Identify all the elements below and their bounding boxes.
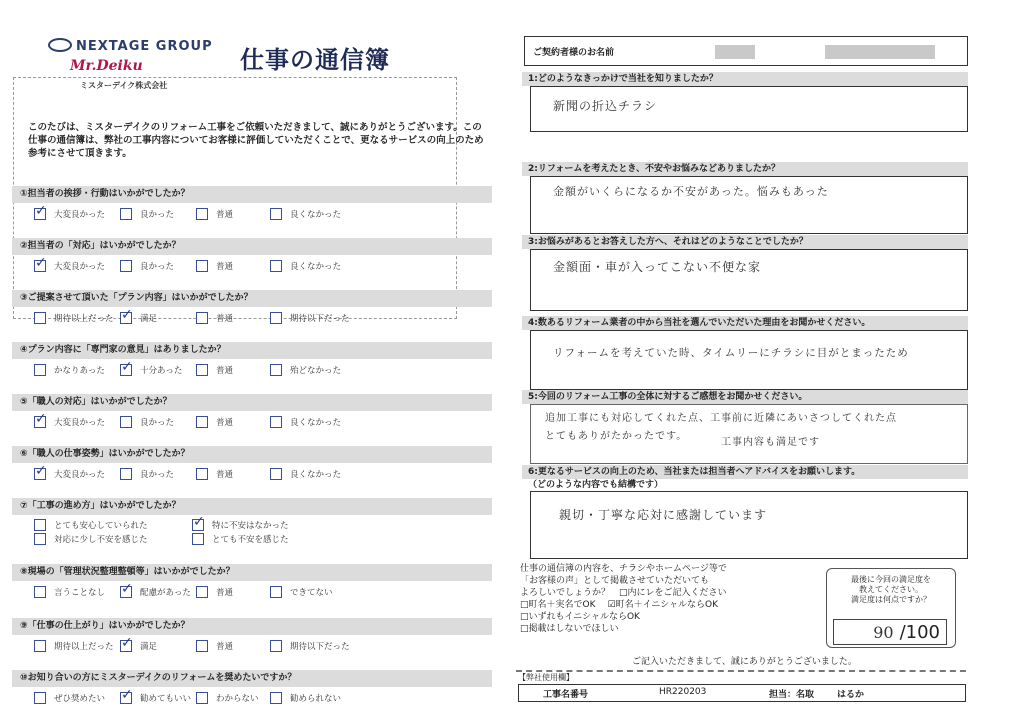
question-4 xyxy=(12,342,492,383)
company-name: ミスターデイク株式会社 xyxy=(80,81,168,90)
checkbox-icon[interactable] xyxy=(34,468,46,480)
redacted-name xyxy=(825,45,935,59)
checkbox-icon[interactable] xyxy=(196,468,208,480)
question-title: ②担当者の「対応」はいかがでしたか？ xyxy=(12,238,492,255)
answer-5-line-1: 追加工事にも対応してくれた点、工事前に近隣にあいさつしてくれた点 xyxy=(545,413,897,424)
staff-value: はるか xyxy=(837,690,865,700)
survey-left-page xyxy=(0,0,500,720)
option-label: 大変良かった xyxy=(54,210,106,220)
option-label: 良かった xyxy=(140,210,175,220)
option[interactable] xyxy=(270,640,350,652)
option-label: 期待以上だった xyxy=(54,314,114,324)
checkbox-icon[interactable] xyxy=(34,364,46,376)
checkbox-icon[interactable] xyxy=(270,364,282,376)
question-6-title: 6:更なるサービスの向上のため、当社または担当者へアドバイスをお願いします。 xyxy=(522,465,968,479)
option-label: 対応に少し不安を感じた xyxy=(54,535,148,545)
option-label: 満足 xyxy=(140,642,158,652)
question-3-title: 3:お悩みがあるとお答えした方へ、それはどのようなことでしたか？ xyxy=(522,235,968,249)
option[interactable] xyxy=(120,260,174,272)
option-label: とても不安を感じた xyxy=(212,535,289,545)
question-7 xyxy=(12,498,492,553)
rating-score-box xyxy=(833,619,947,645)
question-2-title: 2:リフォームを考えたとき、不安やお悩みなどありましたか？ xyxy=(522,162,968,176)
option-label: 普通 xyxy=(216,642,234,652)
checkbox-icon[interactable] xyxy=(196,416,208,428)
question-3 xyxy=(12,290,492,331)
option-label: 良かった xyxy=(140,262,175,272)
checkbox-icon[interactable] xyxy=(192,533,204,545)
rating-score: 90 xyxy=(873,622,894,642)
checkbox-icon[interactable] xyxy=(120,208,132,220)
option-label: 特に不安はなかった xyxy=(212,521,289,531)
option[interactable] xyxy=(34,416,105,428)
option[interactable] xyxy=(196,260,233,272)
checkbox-icon[interactable] xyxy=(34,519,46,531)
question-title: ⑥「職人の仕事姿勢」はいかがでしたか？ xyxy=(12,446,492,463)
checkbox-icon[interactable] xyxy=(270,260,282,272)
option-label: 良くなかった xyxy=(290,262,342,272)
option-label: 普通 xyxy=(216,418,234,428)
thanks-text: ご記入いただきまして、誠にありがとうございました。 xyxy=(632,657,857,667)
option-label: 言うことなし xyxy=(54,588,106,598)
option-label: 大変良かった xyxy=(54,418,106,428)
option-label: 満足 xyxy=(140,314,158,324)
survey-right-page xyxy=(512,0,1024,720)
option[interactable] xyxy=(192,533,289,545)
consent-section xyxy=(520,563,820,635)
option-group xyxy=(12,687,492,711)
answer-box-2 xyxy=(530,176,968,234)
consent-option-2: ☑町名＋イニシャルならOK xyxy=(607,600,719,610)
checkbox-icon[interactable] xyxy=(270,692,282,704)
question-1 xyxy=(12,186,492,227)
option-group xyxy=(12,411,492,435)
footer-label: 【弊社使用欄】 xyxy=(518,673,574,682)
option-label: 良くなかった xyxy=(290,470,342,480)
option-label: 勧められない xyxy=(290,694,342,704)
option[interactable] xyxy=(34,640,114,652)
nextage-logo-icon xyxy=(48,38,72,52)
question-title: ④プラン内容に「専門家の意見」はありましたか？ xyxy=(12,342,492,359)
answer-3: 金額面・車が入ってこない不便な家 xyxy=(553,260,762,274)
redacted-name xyxy=(715,45,755,59)
checkbox-icon[interactable] xyxy=(120,260,132,272)
staff-label: 担当：名取 xyxy=(769,690,815,700)
checkbox-icon[interactable] xyxy=(34,640,46,652)
checkbox-icon[interactable] xyxy=(270,208,282,220)
option[interactable] xyxy=(120,312,157,324)
option-label: 良くなかった xyxy=(290,418,342,428)
option-label: 普通 xyxy=(216,262,234,272)
question-title: ⑦「工事の進め方」はいかがでしたか？ xyxy=(12,498,492,515)
question-2 xyxy=(522,162,968,234)
answer-5-line-2: とてもありがたかったです。 xyxy=(545,431,688,442)
option[interactable] xyxy=(196,416,233,428)
option-group xyxy=(12,203,492,227)
question-5-title: 5:今回のリフォーム工事の全体に対するご感想をお聞かせください。 xyxy=(522,390,968,404)
checkbox-icon[interactable] xyxy=(270,416,282,428)
option-label: ぜひ奨めたい xyxy=(54,694,106,704)
option-group xyxy=(12,307,492,331)
option[interactable] xyxy=(270,312,350,324)
brand-logo: Mr.Deiku xyxy=(70,58,143,74)
consent-line-3: よろしいでしょうか？ □内にレをご記入ください xyxy=(520,588,727,598)
answer-6: 親切・丁寧な応対に感謝しています xyxy=(559,508,768,522)
option[interactable] xyxy=(270,468,341,480)
checkbox-icon[interactable] xyxy=(196,312,208,324)
option[interactable] xyxy=(34,533,148,545)
consent-line-1: 仕事の通信簿の内容を、チラシやホームページ等で xyxy=(520,564,727,574)
intro-text: このたびは、ミスターデイクのリフォーム工事をご依頼いただきまして、誠にありがとうございます。この仕事の通信簿は、弊社の工事内容についてお客様に評価していただくことで、更なるサービスの向上のため参考にさせて頂きます。 xyxy=(28,122,484,159)
consent-option-4: □掲載はしないでほしい xyxy=(520,624,619,634)
checkbox-icon[interactable] xyxy=(34,533,46,545)
question-6 xyxy=(522,465,968,559)
checkbox-icon[interactable] xyxy=(34,208,46,220)
option[interactable] xyxy=(270,208,341,220)
answer-box-3 xyxy=(530,249,968,311)
checkbox-icon[interactable] xyxy=(196,364,208,376)
option-label: 良かった xyxy=(140,418,175,428)
consent-option-1: □町名＋実名でOK xyxy=(520,600,596,610)
footer-row xyxy=(518,684,966,702)
group-logo xyxy=(48,38,213,54)
option-label: 良くなかった xyxy=(290,210,342,220)
checkbox-icon[interactable] xyxy=(192,519,204,531)
question-3 xyxy=(522,235,968,311)
answer-box-6 xyxy=(530,491,968,559)
question-10 xyxy=(12,670,492,711)
option-group xyxy=(12,463,492,487)
option[interactable] xyxy=(192,519,289,531)
option-label: 大変良かった xyxy=(54,262,106,272)
page-title: 仕事の通信簿 xyxy=(240,46,390,74)
question-1-title: 1:どのようなきっかけで当社を知りましたか？ xyxy=(522,72,968,86)
option[interactable] xyxy=(34,208,105,220)
option-label: わからない xyxy=(216,694,259,704)
option[interactable] xyxy=(120,586,191,598)
rating-line-1: 最後に今回の満足度を xyxy=(851,575,931,584)
consent-option-3: □いずれもイニシャルならOK xyxy=(520,612,640,622)
option[interactable] xyxy=(270,364,341,376)
option[interactable] xyxy=(120,364,182,376)
checkbox-icon[interactable] xyxy=(270,586,282,598)
footer-divider xyxy=(516,670,966,672)
option[interactable] xyxy=(270,416,341,428)
option[interactable] xyxy=(196,692,259,704)
option[interactable] xyxy=(196,364,233,376)
checkbox-icon[interactable] xyxy=(196,640,208,652)
checkbox-icon[interactable] xyxy=(270,468,282,480)
option-group xyxy=(12,635,492,659)
customer-name-box xyxy=(524,36,968,66)
answer-box-4 xyxy=(530,330,968,390)
option-label: 普通 xyxy=(216,210,234,220)
option-label: 普通 xyxy=(216,366,234,376)
option[interactable] xyxy=(120,208,174,220)
checkbox-icon[interactable] xyxy=(34,416,46,428)
job-number-label: 工事名番号 xyxy=(543,690,589,700)
answer-5-line-3: 工事内容も満足です xyxy=(721,437,820,448)
checkbox-icon[interactable] xyxy=(196,208,208,220)
customer-name-label: ご契約者様のお名前 xyxy=(533,48,615,58)
option-group xyxy=(12,515,492,553)
answer-1: 新聞の折込チラシ xyxy=(553,99,658,113)
option[interactable] xyxy=(196,312,233,324)
option-label: 勧めてもいい xyxy=(140,694,192,704)
question-6 xyxy=(12,446,492,487)
option[interactable] xyxy=(270,586,333,598)
question-4-title: 4:数あるリフォーム業者の中から当社を選んでいただいた理由をお聞かせください。 xyxy=(522,316,968,330)
option[interactable] xyxy=(34,260,105,272)
question-title: ⑨「仕事の仕上がり」はいかがでしたか？ xyxy=(12,618,492,635)
option-label: 配慮があった xyxy=(140,588,191,598)
option[interactable] xyxy=(34,586,105,598)
question-1 xyxy=(522,72,968,132)
question-4 xyxy=(522,316,968,390)
checkbox-icon[interactable] xyxy=(120,312,132,324)
option-label: 大変良かった xyxy=(54,470,106,480)
answer-box-1 xyxy=(530,86,968,132)
checkbox-icon[interactable] xyxy=(120,416,132,428)
option[interactable] xyxy=(120,692,191,704)
question-title: ⑩お知り合いの方にミスターデイクのリフォームを奨めたいですか？ xyxy=(12,670,492,687)
option-group xyxy=(12,359,492,383)
checkbox-icon[interactable] xyxy=(34,586,46,598)
checkbox-icon[interactable] xyxy=(120,692,132,704)
checkbox-icon[interactable] xyxy=(34,692,46,704)
option[interactable] xyxy=(196,586,233,598)
option[interactable] xyxy=(120,640,157,652)
option[interactable] xyxy=(34,692,105,704)
checkbox-icon[interactable] xyxy=(196,586,208,598)
question-5 xyxy=(12,394,492,435)
checkbox-icon[interactable] xyxy=(196,692,208,704)
group-logo-text: NEXTAGE GROUP xyxy=(76,39,213,54)
checkbox-icon[interactable] xyxy=(120,468,132,480)
option[interactable] xyxy=(196,208,233,220)
checkbox-icon[interactable] xyxy=(34,260,46,272)
question-2 xyxy=(12,238,492,279)
option[interactable] xyxy=(270,692,341,704)
checkbox-icon[interactable] xyxy=(34,312,46,324)
checkbox-icon[interactable] xyxy=(270,640,282,652)
option[interactable] xyxy=(196,468,233,480)
option-label: 普通 xyxy=(216,588,234,598)
checkbox-icon[interactable] xyxy=(120,364,132,376)
option[interactable] xyxy=(270,260,341,272)
option[interactable] xyxy=(120,416,174,428)
question-8 xyxy=(12,564,492,605)
option[interactable] xyxy=(196,640,233,652)
checkbox-icon[interactable] xyxy=(120,586,132,598)
option-label: 十分あった xyxy=(140,366,183,376)
consent-line-2: 「お客様の声」として掲載させていただいても xyxy=(520,576,710,586)
rating-line-3: 満足度は何点ですか？ xyxy=(851,595,931,604)
checkbox-icon[interactable] xyxy=(120,640,132,652)
option-label: 期待以下だった xyxy=(290,642,350,652)
checkbox-icon[interactable] xyxy=(270,312,282,324)
option-label: 良かった xyxy=(140,470,175,480)
option[interactable] xyxy=(120,468,174,480)
option-group xyxy=(12,581,492,605)
option-group xyxy=(12,255,492,279)
option-label: 普通 xyxy=(216,470,234,480)
question-title: ⑤「職人の対応」はいかがでしたか？ xyxy=(12,394,492,411)
answer-2: 金額がいくらになるか不安があった。悩みもあった xyxy=(553,185,829,198)
checkbox-icon[interactable] xyxy=(196,260,208,272)
question-title: ⑧現場の「管理状況整理整頓等」はいかがでしたか？ xyxy=(12,564,492,581)
question-6-subtitle: （どのような内容でも結構です） xyxy=(528,480,664,490)
job-number-value: HR220203 xyxy=(659,687,707,697)
option-label: できてない xyxy=(290,588,333,598)
rating-box xyxy=(826,568,956,648)
option[interactable] xyxy=(34,519,148,531)
option-label: 期待以上だった xyxy=(54,642,114,652)
option[interactable] xyxy=(34,312,114,324)
option-label: 普通 xyxy=(216,314,234,324)
question-title: ①担当者の挨拶・行動はいかがでしたか？ xyxy=(12,186,492,203)
answer-4: リフォームを考えていた時、タイムリーにチラシに目がとまったため xyxy=(553,347,909,359)
option-label: 期待以下だった xyxy=(290,314,350,324)
answer-box-5 xyxy=(530,404,968,464)
option-label: とても安心していられた xyxy=(54,521,148,531)
rating-prompt xyxy=(833,575,949,605)
rating-max: /100 xyxy=(899,621,940,643)
option[interactable] xyxy=(34,364,105,376)
question-title: ③ご提案させて頂いた「プラン内容」はいかがでしたか？ xyxy=(12,290,492,307)
option-label: 殆どなかった xyxy=(290,366,342,376)
question-9 xyxy=(12,618,492,659)
question-5 xyxy=(522,390,968,464)
rating-line-2: 教えてください。 xyxy=(859,585,923,594)
option[interactable] xyxy=(34,468,105,480)
option-label: かなりあった xyxy=(54,366,105,376)
